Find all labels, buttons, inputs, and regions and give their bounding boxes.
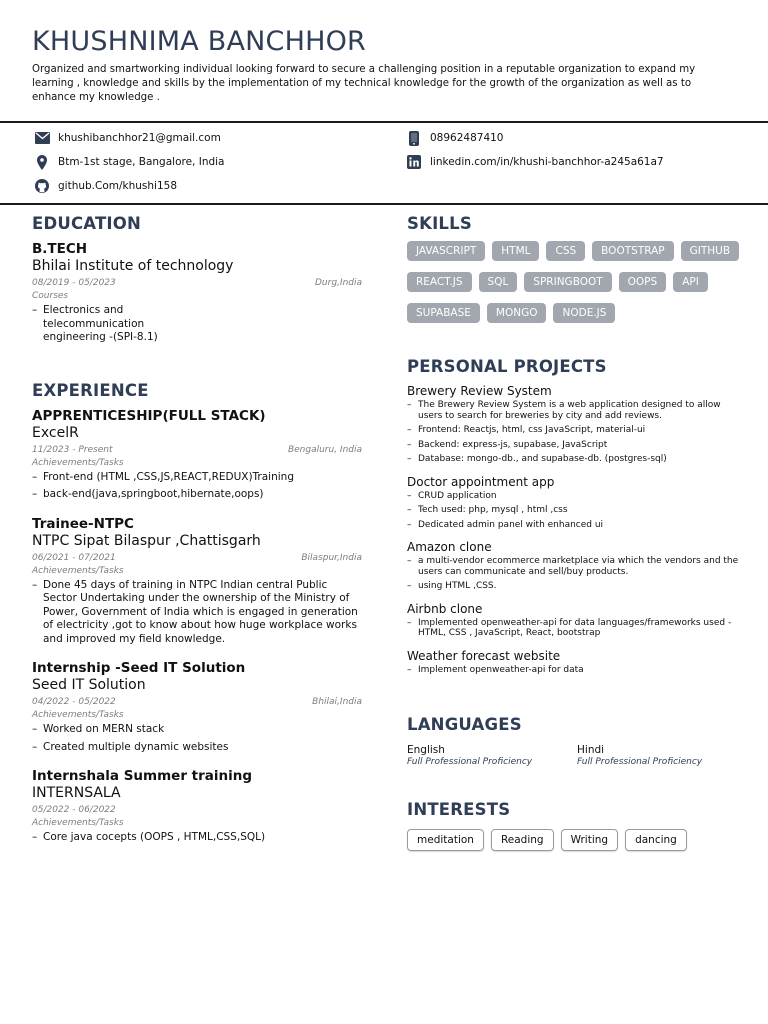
education-entry bbox=[32, 241, 362, 345]
language-level: Full Professional Proficiency bbox=[407, 757, 533, 767]
skill-chip: CSS bbox=[546, 241, 585, 261]
interest-tag: Writing bbox=[561, 829, 619, 851]
role: Trainee-NTPC bbox=[32, 515, 134, 532]
project-name: Doctor appointment app bbox=[407, 474, 555, 489]
linkedin-text[interactable]: linkedin.com/in/khushi-banchhor-a245a61a7 bbox=[430, 156, 664, 168]
organization: INTERNSALA bbox=[32, 785, 121, 801]
project-entry bbox=[407, 602, 747, 639]
list-item: – Worked on MERN stack bbox=[32, 723, 362, 737]
map-pin-icon bbox=[34, 154, 50, 170]
list-item: – Front-end (HTML ,CSS,JS,REACT,REDUX)Training bbox=[32, 471, 362, 485]
entry-dates: 05/2022 - 06/2022 bbox=[32, 805, 116, 815]
interest-tag: meditation bbox=[407, 829, 484, 851]
language-item bbox=[407, 744, 577, 767]
project-entry bbox=[407, 540, 747, 592]
phone-icon bbox=[406, 130, 422, 146]
list-item: – Frontend: Reactjs, html, css JavaScript, material-ui bbox=[407, 425, 747, 436]
skill-chip: JAVASCRIPT bbox=[407, 241, 485, 261]
interest-tag: Reading bbox=[491, 829, 554, 851]
project-details bbox=[407, 618, 747, 639]
project-details bbox=[407, 400, 747, 465]
entry-subheading: Achievements/Tasks bbox=[32, 565, 124, 576]
project-name: Amazon clone bbox=[407, 540, 492, 554]
list-item: – Backend: express-js, supabase, JavaScript bbox=[407, 440, 747, 451]
language-level: Full Professional Proficiency bbox=[577, 757, 703, 767]
role: Internship -Seed IT Solution bbox=[32, 660, 246, 676]
experience-entry bbox=[32, 660, 362, 754]
skills-list bbox=[407, 241, 747, 334]
degree: B.TECH bbox=[32, 241, 88, 257]
project-name: Weather forecast website bbox=[407, 648, 561, 663]
organization: NTPC Sipat Bilaspur ,Chattisgarh bbox=[32, 532, 261, 549]
entry-dates: 11/2023 - Present bbox=[32, 444, 113, 455]
project-details bbox=[407, 491, 747, 531]
interests-list bbox=[407, 829, 747, 851]
role: Internshala Summer training bbox=[32, 768, 253, 784]
contact-email[interactable] bbox=[34, 130, 221, 146]
project-name: Brewery Review System bbox=[407, 384, 552, 398]
entry-location: Bhilai,India bbox=[312, 697, 362, 707]
linkedin-icon bbox=[406, 154, 422, 170]
left-column bbox=[32, 214, 362, 849]
task-list bbox=[32, 831, 362, 845]
phone-text[interactable]: 08962487410 bbox=[430, 132, 504, 144]
list-item: – Created multiple dynamic websites bbox=[32, 741, 362, 755]
summary: Organized and smartworking individual looking forward to secure a challenging position in a reputable organization to expand my learning , knowledge and skills by the implementation of my technical knowledge for the growth of the organization as well as to enhance my knowledge . bbox=[32, 64, 696, 103]
contact-phone[interactable] bbox=[406, 130, 504, 146]
contact-github[interactable] bbox=[34, 178, 177, 194]
list-item: – a multi-vendor ecommerce marketplace via which the vendors and the users can communicate and sell/buy products. bbox=[407, 556, 747, 577]
list-item: – Tech used: php, mysql , html ,css bbox=[407, 505, 747, 516]
entry-dates: 08/2019 - 05/2023 bbox=[32, 278, 116, 288]
entry-meta bbox=[32, 805, 362, 815]
github-icon bbox=[34, 178, 50, 194]
list-item: – Implemented openweather-api for data languages/frameworks used - HTML, CSS , JavaScript, React, bootstrap bbox=[407, 618, 747, 639]
language-item bbox=[577, 744, 747, 767]
project-entry bbox=[407, 649, 747, 676]
resume-header bbox=[32, 26, 732, 105]
skill-chip: MONGO bbox=[487, 303, 547, 323]
organization: ExcelR bbox=[32, 424, 79, 441]
contact-block bbox=[0, 128, 768, 202]
contact-location bbox=[34, 154, 225, 170]
list-item: – The Brewery Review System is a web application designed to allow users to search for breweries by city and add reviews. bbox=[407, 400, 747, 421]
entry-meta bbox=[32, 278, 362, 288]
github-text[interactable]: github.Com/khushi158 bbox=[58, 180, 178, 192]
section-title-languages: LANGUAGES bbox=[407, 715, 522, 734]
list-item: – back-end(java,springboot,hibernate,oops) bbox=[32, 488, 362, 502]
entry-dates: 04/2022 - 05/2022 bbox=[32, 697, 116, 707]
institute: Bhilai Institute of technology bbox=[32, 258, 234, 274]
entry-meta bbox=[32, 445, 362, 455]
entry-dates: 06/2021 - 07/2021 bbox=[32, 552, 116, 563]
language-name: Hindi bbox=[577, 744, 605, 756]
candidate-name: KHUSHNIMA BANCHHOR bbox=[32, 26, 366, 57]
project-name: Airbnb clone bbox=[407, 601, 483, 616]
list-item: – Implement openweather-api for data bbox=[407, 665, 747, 676]
project-details bbox=[407, 665, 747, 676]
entry-subheading: Courses bbox=[32, 291, 69, 301]
skill-chip: OOPS bbox=[619, 272, 667, 292]
project-entry bbox=[407, 384, 747, 465]
skill-chip: GITHUB bbox=[681, 241, 739, 261]
skill-chip: SPRINGBOOT bbox=[524, 272, 611, 292]
right-column bbox=[407, 214, 747, 851]
skill-chip: NODE.JS bbox=[553, 303, 615, 323]
entry-subheading: Achievements/Tasks bbox=[32, 710, 124, 720]
project-entry bbox=[407, 475, 747, 531]
skill-chip: API bbox=[673, 272, 708, 292]
experience-entry bbox=[32, 408, 362, 502]
skill-chip: HTML bbox=[492, 241, 539, 261]
list-item: – Database: mongo-db., and supabase-db. (postgres-sql) bbox=[407, 454, 747, 465]
section-title-projects: PERSONAL PROJECTS bbox=[407, 357, 607, 376]
skill-chip: REACT.JS bbox=[407, 272, 472, 292]
entry-meta bbox=[32, 553, 362, 563]
entry-location: Bilaspur,India bbox=[301, 552, 362, 563]
task-list bbox=[32, 471, 362, 502]
list-item: – Done 45 days of training in NTPC Indian central Public Sector Undertaking under the ownership of the Ministry of Power, Government of India which is engaged in generation of electricity ,got to know about how huge workplace works and improved my field knowledge. bbox=[32, 579, 362, 647]
divider-bottom bbox=[0, 203, 768, 205]
section-title-interests: INTERESTS bbox=[407, 800, 511, 819]
list-item: – using HTML ,CSS. bbox=[407, 581, 747, 592]
list-item: – Electronics and telecommunication engineering -(SPI-8.1) bbox=[32, 304, 167, 345]
entry-location: Durg,India bbox=[315, 278, 362, 288]
language-name: English bbox=[407, 744, 445, 756]
course-list bbox=[32, 304, 362, 345]
interest-tag: dancing bbox=[625, 829, 687, 851]
list-item: – Dedicated admin panel with enhanced ui bbox=[407, 520, 747, 531]
entry-subheading: Achievements/Tasks bbox=[32, 818, 124, 828]
languages-list bbox=[407, 744, 747, 767]
email-text[interactable]: khushibanchhor21@gmail.com bbox=[58, 132, 221, 144]
skill-chip: BOOTSTRAP bbox=[592, 241, 673, 261]
divider-top bbox=[0, 121, 768, 123]
skill-chip: SQL bbox=[479, 272, 518, 292]
skill-chip: SUPABASE bbox=[407, 303, 480, 323]
experience-entry bbox=[32, 768, 362, 845]
role: APPRENTICESHIP(FULL STACK) bbox=[32, 407, 266, 424]
envelope-icon bbox=[34, 130, 50, 146]
section-title-skills: SKILLS bbox=[407, 214, 472, 233]
entry-subheading: Achievements/Tasks bbox=[32, 457, 124, 468]
project-details bbox=[407, 556, 747, 592]
entry-location: Bengaluru, India bbox=[287, 444, 362, 455]
entry-meta bbox=[32, 697, 362, 707]
section-title-experience: EXPERIENCE bbox=[32, 380, 149, 400]
list-item: – CRUD application bbox=[407, 491, 747, 502]
section-title-education: EDUCATION bbox=[32, 214, 141, 233]
task-list bbox=[32, 579, 362, 647]
location-text: Btm-1st stage, Bangalore, India bbox=[58, 156, 225, 168]
list-item: – Core java cocepts (OOPS , HTML,CSS,SQL) bbox=[32, 831, 362, 845]
experience-entry bbox=[32, 516, 362, 647]
organization: Seed IT Solution bbox=[32, 677, 146, 693]
task-list bbox=[32, 723, 362, 754]
contact-linkedin[interactable] bbox=[406, 154, 664, 170]
